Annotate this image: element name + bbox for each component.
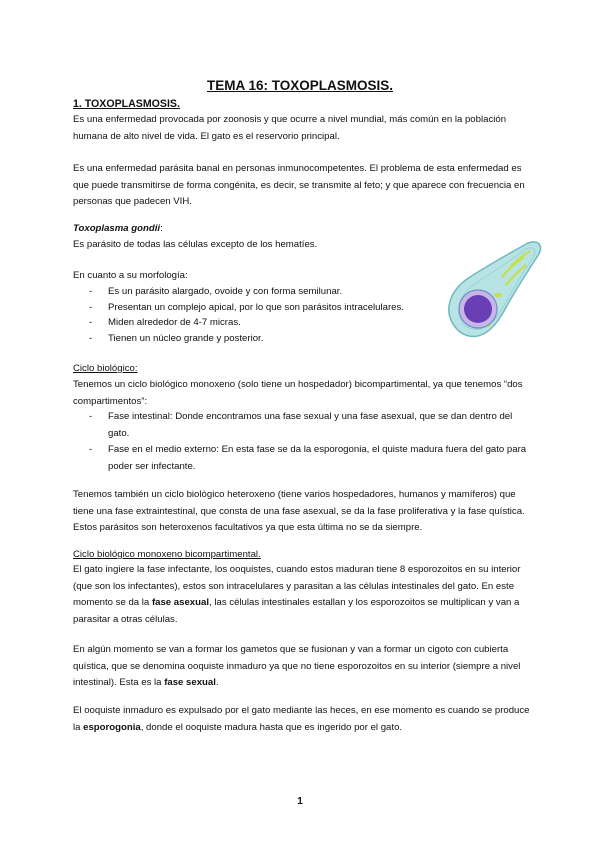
text-run: El gato ingiere la fase infectante, los ooquistes, cuando estos maduran tiene 8 esporozoitos en su interior (que son los infectantes), estos son intracelulares y parasitan a las células intestinales del gato. En este momento se da la — [73, 564, 521, 608]
oocyst-paragraph — [73, 703, 533, 736]
list-item: - Fase en el medio externo: En esta fase se da la esporogonia, el quiste madura fuera del gato para poder ser infectante. — [73, 442, 533, 475]
list-item: - Tienen un núcleo grande y posterior. — [73, 331, 443, 347]
bold-term: esporogonia — [83, 721, 141, 733]
disease-paragraph: Es una enfermedad parásita banal en personas inmunocompetentes. El problema de esta enfermedad es que puede transmitirse de forma congénita, es decir, se transmite al feto; y que aparece con frecuencia en personas que padecen VIH. — [73, 163, 525, 207]
list-item: - Presentan un complejo apical, por lo que son parásitos intracelulares. — [73, 300, 443, 316]
bold-term: fase asexual — [151, 597, 210, 608]
text-run: El ooquiste inmaduro es expulsado por el gato mediante las heces, en ese momento es cuando se produce la — [73, 705, 530, 733]
list-item: - Es un parásito alargado, ovoide y con forma semilunar. — [73, 284, 443, 300]
list-item: - Miden alrededor de 4-7 micras. — [73, 315, 443, 331]
page-title: TEMA 16: TOXOPLASMOSIS. — [206, 78, 394, 93]
toxoplasma-cell-illustration — [440, 237, 545, 347]
heteroxeno-paragraph: Tenemos también un ciclo biológico heteroxeno (tiene varios hospedadores, humanos y mamíferos) que tiene una fase extraintestinal, que consta de una fase asexual, se da la fase proliferativa y la fase quística. Estos parásitos son heteroxenos facultativos ya que esta última no se da siempre. — [73, 489, 525, 533]
species-colon: : — [160, 223, 163, 234]
text-run: , donde el ooquiste madura hasta que es ingerido por el gato. — [140, 721, 403, 733]
species-description: Es parásito de todas las células excepto de los hematíes. — [73, 239, 318, 250]
nucleus — [464, 295, 492, 323]
morphology-list — [73, 284, 443, 346]
species-name: Toxoplasma gondii — [73, 223, 161, 234]
morphology-intro: En cuanto a su morfología: — [73, 270, 188, 281]
intro-paragraph: Es una enfermedad provocada por zoonosis y que ocurre a nivel mundial, más común en la población humana de alto nivel de vida. El gato es el reservorio principal. — [73, 114, 507, 142]
bold-term: fase sexual — [164, 677, 216, 688]
text-run: , las células intestinales estallan y los esporozoitos se multiplican y van a parasitar a otras células. — [73, 597, 520, 625]
monoxeno-paragraph — [73, 562, 533, 628]
list-item: - Fase intestinal: Donde encontramos una fase sexual y una fase asexual, que se dan dentro del gato. — [73, 409, 533, 442]
species-line — [73, 221, 533, 238]
cycle-list — [73, 409, 533, 475]
monoxeno-heading: Ciclo biológico monoxeno bicompartimental. — [73, 549, 261, 560]
organelle — [494, 293, 502, 297]
page-number: 1 — [297, 796, 303, 807]
text-run: En algún momento se van a formar los gametos que se fusionan y van a formar un cigoto con cubierta quística, que se denomina ooquiste inmaduro ya que no tiene esporozoitos en su interior (siempre a nivel intestinal). Esta es la — [73, 644, 521, 688]
gamete-paragraph — [73, 642, 533, 692]
cycle-intro: Tenemos un ciclo biológico monoxeno (solo tiene un hospedador) bicompartimental, ya que tenemos “dos compartimentos”: — [73, 379, 523, 407]
section-heading: 1. TOXOPLASMOSIS. — [73, 98, 180, 110]
cycle-heading: Ciclo biológico: — [73, 363, 138, 374]
text-run: . — [215, 677, 219, 688]
